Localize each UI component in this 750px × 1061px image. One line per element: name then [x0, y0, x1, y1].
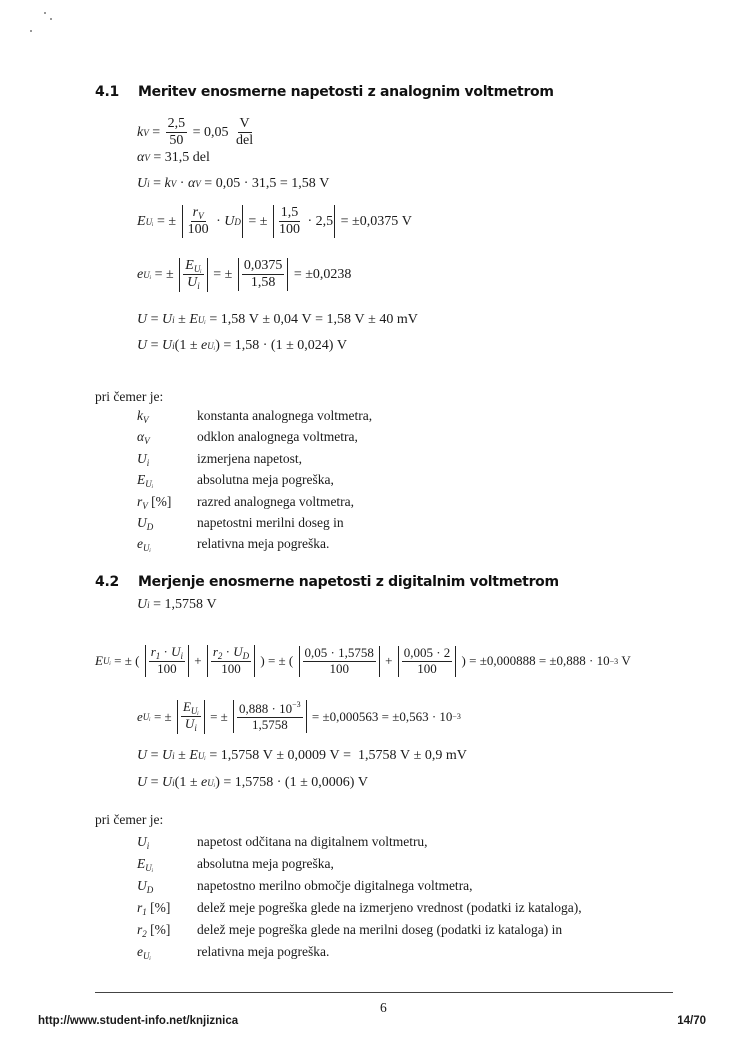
math-variable: U — [162, 338, 173, 353]
math-subscript: i — [146, 841, 150, 851]
math-variable: r — [150, 644, 156, 659]
math-text: 1,5 — [280, 205, 299, 221]
section-number: 4.2 — [95, 574, 119, 590]
math-variable: U — [162, 748, 173, 763]
math-variable: e — [201, 338, 208, 353]
fraction-numerator — [183, 258, 204, 275]
legend-symbol — [137, 451, 149, 468]
math-subscript: D — [146, 885, 154, 895]
math-absolute-value — [238, 258, 289, 291]
math-subscript: Uᵢ — [190, 706, 199, 716]
math-subscript: Uᵢ — [197, 751, 206, 761]
math-subscript: 2 — [217, 651, 223, 661]
fraction-denominator — [249, 275, 278, 291]
math-variable: r — [137, 900, 143, 915]
math-text: 2,5 — [167, 116, 186, 131]
fraction-denominator — [167, 133, 185, 149]
math-absolute-value — [145, 645, 189, 677]
math-subscript: V — [198, 211, 204, 221]
math-subscript: i — [172, 778, 175, 788]
math-subscript: Uᵢ — [143, 543, 151, 553]
fraction-denominator — [155, 662, 179, 677]
formula-line — [137, 775, 368, 791]
math-text: = ± — [150, 708, 175, 724]
legend-description: relativna meja pogreška. — [197, 536, 330, 551]
math-text: = ± — [209, 266, 236, 282]
math-variable: r — [212, 644, 218, 659]
math-fraction — [402, 646, 453, 677]
legend-symbol — [137, 834, 149, 851]
math-absolute-value — [177, 700, 205, 734]
math-text: = ±0,0375 V — [337, 213, 412, 229]
math-text: del — [236, 133, 254, 149]
math-variable: E — [182, 699, 191, 714]
math-variable: U — [137, 878, 147, 893]
legend-description: izmerjena napetost, — [197, 451, 302, 466]
math-subscript: Uᵢ — [193, 264, 202, 274]
math-text: = 1,5758 V — [149, 597, 217, 612]
math-variable: k — [137, 124, 144, 140]
math-subscript: D — [146, 522, 154, 532]
math-text: · — [160, 644, 172, 659]
fraction-numerator — [166, 116, 188, 133]
formula-line — [137, 700, 461, 734]
math-fraction — [186, 205, 211, 238]
math-variable: α — [137, 150, 145, 165]
math-subscript: i — [180, 651, 183, 661]
math-text: = ± — [244, 213, 271, 229]
math-subscript: V — [142, 501, 148, 511]
math-fraction — [237, 700, 303, 733]
math-text: = ± — [153, 213, 180, 229]
math-absolute-value — [182, 205, 243, 238]
formula-line — [137, 338, 347, 354]
math-subscript: D — [242, 651, 250, 661]
legend-intro: pri čemer je: — [95, 389, 164, 404]
source-url[interactable]: http://www.student-info.net/knjiznica — [38, 1015, 239, 1027]
fraction-denominator — [186, 222, 211, 238]
math-subscript: Uᵢ — [197, 315, 206, 325]
math-fraction — [211, 645, 251, 677]
math-fraction — [166, 116, 188, 149]
math-variable: E — [185, 258, 194, 273]
math-text: 100 — [187, 222, 209, 238]
math-text: = 0,05 — [189, 124, 233, 140]
math-variable: U — [171, 644, 181, 659]
math-text: [%] — [146, 922, 171, 937]
legend-description: napetostno merilno območje digitalnega voltmetra, — [197, 878, 473, 893]
math-absolute-value — [299, 646, 380, 677]
math-variable: E — [137, 213, 146, 229]
section-number: 4.1 — [95, 84, 119, 100]
math-text: = — [147, 775, 163, 790]
math-subscript: i — [147, 600, 150, 610]
math-fraction — [183, 258, 204, 292]
math-text: = — [147, 338, 163, 353]
formula-line — [137, 150, 210, 166]
math-variable: e — [137, 266, 144, 282]
math-fraction — [181, 700, 201, 734]
math-subscript: Uᵢ — [102, 656, 111, 667]
math-subscript: 1 — [155, 651, 161, 661]
math-fraction — [303, 646, 376, 677]
fraction-denominator — [234, 133, 255, 149]
math-text: · — [176, 176, 188, 191]
fraction-numerator — [303, 646, 376, 662]
math-text: = — [147, 748, 163, 763]
legend-description: konstanta analognega voltmetra, — [197, 408, 373, 423]
math-variable: α — [187, 176, 196, 191]
math-superscript: −3 — [609, 656, 619, 666]
math-absolute-value — [233, 700, 307, 733]
math-subscript: V — [195, 179, 201, 189]
math-variable: e — [137, 536, 143, 551]
math-text: · 2,5 — [303, 213, 334, 229]
math-variable: U — [137, 515, 147, 530]
math-subscript: Uᵢ — [142, 711, 151, 722]
math-fraction — [149, 645, 185, 677]
math-text: [%] — [147, 494, 172, 509]
legend-symbol — [137, 515, 153, 532]
math-text: (1 ± — [174, 775, 202, 790]
math-text: ± — [174, 312, 190, 327]
math-text: = — [148, 124, 164, 140]
math-text: · — [222, 644, 234, 659]
fraction-numerator — [242, 258, 285, 275]
legend-description: napetostni merilni doseg in — [197, 515, 344, 530]
math-fraction — [277, 205, 302, 238]
math-variable: E — [189, 748, 198, 763]
formula-line — [137, 116, 257, 149]
formula-line — [137, 748, 467, 764]
scan-speck — [50, 18, 52, 20]
math-subscript: i — [197, 281, 200, 292]
formula-line — [137, 205, 412, 238]
math-text: 100 — [157, 661, 177, 677]
page-number: 6 — [380, 1000, 387, 1015]
math-text: + — [381, 653, 396, 669]
math-text: [%] — [146, 900, 171, 915]
legend-symbol — [137, 944, 151, 961]
math-variable: α — [137, 429, 145, 444]
math-text: = 0,05 · 31,5 = 1,58 V — [200, 176, 330, 191]
math-text: = — [149, 176, 165, 191]
legend-description: odklon analognega voltmetra, — [197, 429, 358, 444]
math-variable: U — [137, 834, 147, 849]
math-variable: r — [137, 922, 143, 937]
math-text: + — [191, 653, 205, 669]
math-superscript: −3 — [292, 700, 301, 710]
math-text: = ±0,0238 — [290, 266, 352, 282]
math-subscript: 1 — [142, 907, 147, 917]
math-text: 100 — [278, 222, 300, 238]
math-variable: U — [162, 312, 173, 327]
math-subscript: i — [146, 458, 150, 468]
formula-line — [137, 176, 329, 192]
math-text: 100 — [417, 660, 437, 676]
math-subscript: V — [144, 436, 150, 446]
fraction-numerator — [402, 646, 453, 662]
fraction-numerator — [181, 700, 201, 717]
legend-description: napetost odčitana na digitalnem voltmetru, — [197, 834, 428, 849]
page-count: 14/70 — [677, 1015, 706, 1027]
math-text: 0,005 · 2 — [403, 644, 451, 660]
math-variable: E — [137, 856, 146, 871]
math-text: = ± — [151, 266, 178, 282]
math-text: 100 — [329, 660, 349, 676]
fraction-numerator — [149, 645, 185, 662]
math-variable: U — [224, 213, 235, 229]
math-variable: e — [137, 708, 143, 724]
legend-description: delež meje pogreška glede na izmerjeno vrednost (podatki iz kataloga), — [197, 900, 582, 915]
math-subscript: Uᵢ — [207, 341, 216, 351]
fraction-numerator — [237, 700, 303, 718]
fraction-numerator — [211, 645, 251, 662]
formula-line — [95, 645, 631, 677]
legend-symbol — [137, 494, 171, 511]
math-text: ± — [174, 748, 190, 763]
math-variable: E — [95, 653, 103, 669]
math-variable: r — [137, 494, 143, 509]
math-text: V — [618, 653, 631, 669]
fraction-numerator — [279, 205, 301, 222]
math-text: = ±0,000563 = ±0,563 · 10 — [308, 708, 453, 724]
legend-symbol — [137, 472, 153, 489]
formula-line — [137, 597, 217, 613]
math-variable: U — [137, 312, 148, 327]
fraction-denominator — [219, 662, 243, 677]
fraction-numerator — [191, 205, 206, 222]
math-text: = 31,5 del — [149, 150, 210, 165]
legend-symbol — [137, 878, 153, 895]
section-title: Meritev enosmerne napetosti z analognim voltmetrom — [138, 84, 554, 100]
math-text: ) = 1,5758 · (1 ± 0,0006) V — [215, 775, 369, 790]
math-subscript: Uᵢ — [207, 778, 216, 788]
math-text: = 1,58 V ± 0,04 V = 1,58 V ± 40 mV — [205, 312, 418, 327]
legend-symbol — [137, 408, 149, 425]
legend-symbol — [137, 856, 153, 873]
math-absolute-value — [398, 646, 457, 677]
legend-description: relativna meja pogreška. — [197, 944, 330, 959]
math-subscript: V — [170, 179, 177, 189]
legend-description: razred analognega voltmetra, — [197, 494, 355, 509]
math-subscript: V — [144, 153, 150, 163]
math-variable: U — [137, 597, 148, 612]
math-text: 100 — [221, 661, 241, 677]
math-fraction — [242, 258, 285, 291]
legend-intro: pri čemer je: — [95, 812, 164, 827]
math-subscript: Uᵢ — [145, 479, 154, 489]
math-variable: U — [233, 644, 243, 659]
math-text: (1 ± — [174, 338, 202, 353]
math-text: = ± — [206, 708, 232, 724]
math-fraction — [234, 116, 255, 149]
math-absolute-value — [207, 645, 255, 677]
math-superscript: −3 — [452, 712, 461, 722]
legend-description: absolutna meja pogreška, — [197, 856, 334, 871]
math-text: 50 — [169, 133, 184, 149]
math-variable: e — [137, 944, 143, 959]
legend-description: delež meje pogreška glede na merilni doseg (podatki iz kataloga) in — [197, 922, 563, 937]
math-text: 1,5758 — [251, 717, 288, 733]
legend-symbol — [137, 900, 170, 917]
math-subscript: Uᵢ — [143, 951, 151, 961]
legend-description: absolutna meja pogreška, — [197, 472, 334, 487]
math-variable: U — [187, 275, 198, 291]
math-subscript: V — [143, 415, 149, 425]
math-variable: U — [137, 775, 148, 790]
math-text: = 1,5758 V ± 0,0009 V = 1,5758 V ± 0,9 mV — [205, 748, 467, 763]
fraction-denominator — [327, 662, 351, 677]
math-variable: U — [137, 338, 148, 353]
legend-symbol — [137, 429, 150, 446]
math-subscript: 2 — [142, 929, 147, 939]
math-text: = ± ( — [110, 653, 143, 669]
math-subscript: i — [194, 723, 197, 734]
math-variable: E — [137, 472, 146, 487]
math-variable: r — [192, 205, 199, 220]
scan-speck — [44, 12, 46, 14]
math-variable: k — [164, 176, 171, 191]
math-absolute-value — [273, 205, 335, 238]
section-title: Merjenje enosmerne napetosti z digitalnim voltmetrom — [138, 574, 559, 590]
math-subscript: i — [147, 179, 150, 189]
math-text: V — [239, 116, 250, 131]
math-subscript: Uᵢ — [145, 863, 154, 873]
math-variable: U — [137, 451, 147, 466]
fraction-denominator — [183, 717, 199, 733]
fraction-denominator — [277, 222, 302, 238]
fraction-denominator — [415, 662, 439, 677]
math-subscript: D — [234, 216, 241, 227]
math-absolute-value — [179, 258, 208, 292]
math-subscript: V — [143, 127, 149, 138]
scan-speck — [30, 30, 32, 32]
fraction-numerator — [238, 116, 252, 133]
math-subscript: i — [172, 751, 175, 761]
footer-rule — [95, 992, 673, 993]
math-subscript: Uᵢ — [145, 216, 154, 227]
fraction-denominator — [250, 718, 290, 733]
math-text: ) = 1,58 · (1 ± 0,024) V — [215, 338, 348, 353]
math-variable: U — [137, 176, 148, 191]
math-variable: U — [184, 716, 195, 732]
math-variable: k — [137, 408, 143, 423]
math-text: · — [212, 213, 225, 229]
math-subscript: i — [172, 315, 175, 325]
math-variable: E — [189, 312, 198, 327]
math-text: 0,05 · 1,5758 — [304, 644, 374, 660]
math-text: 0,0375 — [243, 258, 283, 274]
math-variable: U — [137, 748, 148, 763]
legend-symbol — [137, 922, 170, 939]
math-subscript: i — [172, 341, 175, 351]
legend-symbol — [137, 536, 151, 553]
formula-line — [137, 258, 351, 292]
math-variable: U — [162, 775, 173, 790]
math-subscript: Uᵢ — [143, 269, 152, 280]
math-variable: e — [201, 775, 208, 790]
math-text: 1,58 — [250, 275, 276, 291]
math-text: 0,888 · 10 — [239, 701, 293, 717]
fraction-denominator — [185, 275, 202, 291]
formula-line — [137, 312, 418, 328]
math-text: = — [147, 312, 163, 327]
math-text: ) = ± ( — [257, 653, 297, 669]
math-text: ) = ±0,000888 = ±0,888 · 10 — [458, 653, 610, 669]
